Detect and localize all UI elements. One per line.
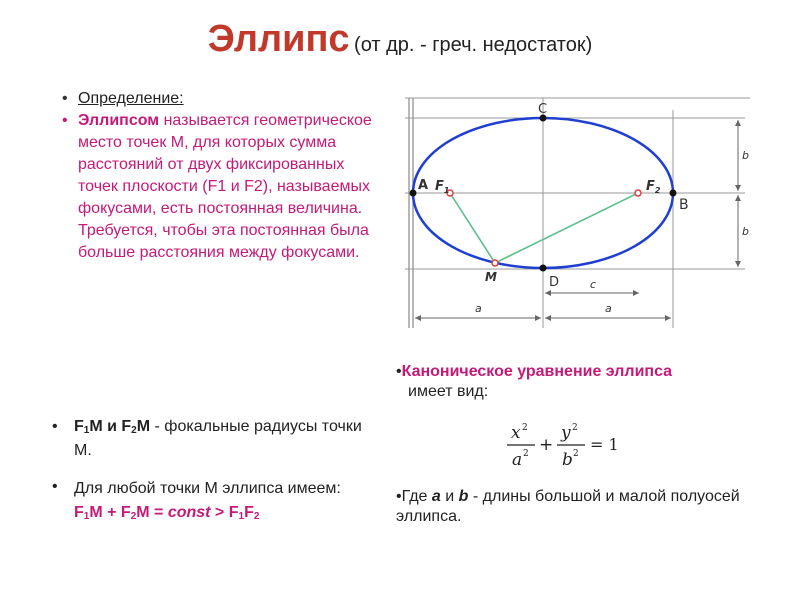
canonical-title: Каноническое уравнение эллипса — [401, 363, 673, 380]
note-b: b — [458, 488, 469, 505]
definition-keyword: Эллипсом — [78, 112, 160, 129]
label-c-distance: c — [590, 278, 597, 291]
any-point-item — [52, 476, 382, 526]
label-m: M — [485, 270, 497, 284]
point-m — [492, 260, 498, 266]
definition-text: называется геометрическое место точек М, для которых сумма расстояний от двух фиксированных точек плоскости (F1 и F2), называемых фокусами, есть постоянная величина. Требуется, чтобы эта постоянная была больше расстояния между фокусами. — [78, 112, 372, 261]
note-text: - длины большой и малой полуосей эллипса. — [396, 488, 740, 525]
ellipse-diagram — [405, 96, 750, 328]
formula-y: y — [561, 423, 571, 443]
focal-block — [52, 416, 382, 540]
any-point-text: • Для любой точки М эллипса имеем: — [74, 480, 341, 497]
label-a-left: a — [475, 302, 482, 315]
label-a: A — [418, 178, 429, 193]
formula-b: b — [562, 450, 573, 470]
definition-label: Определение: — [78, 90, 184, 107]
title-main: Эллипс — [207, 18, 350, 60]
focal-radius-f2m — [495, 193, 638, 263]
formula-plus: + — [539, 435, 554, 455]
focal-radii-text: - фокальные радиусы точки М. — [74, 418, 362, 459]
definition-text-row — [62, 110, 382, 264]
note-a: a — [431, 488, 441, 505]
definition-label-row — [62, 88, 382, 110]
vertex-a-point — [410, 190, 417, 197]
sum-equation: $F_1M + F_2M$ = const > $F_1F_2$ — [74, 504, 260, 522]
label-b-top: b — [742, 149, 749, 162]
label-c: C — [538, 102, 548, 117]
svg-text:2: 2 — [572, 423, 578, 433]
note-and: и — [445, 488, 455, 505]
canonical-formula — [505, 420, 625, 472]
vertex-d-point — [540, 265, 547, 272]
note-prefix: Где — [401, 488, 428, 505]
focal-radii-item: • $F_1M$ и $F_2M$ - фокальные радиусы точки М. — [52, 416, 382, 462]
formula-x: x — [511, 423, 521, 443]
svg-text:2: 2 — [522, 423, 528, 433]
canonical-rest: имеет вид: — [408, 383, 489, 400]
label-f2: $F_2$ — [646, 179, 661, 195]
label-a-right: a — [605, 302, 612, 315]
canonical-equation-intro: •Каноническое уравнение эллипса имеет вид: — [396, 362, 776, 402]
label-b-bottom: b — [742, 225, 749, 238]
focus-f2-point — [635, 190, 641, 196]
svg-text:2: 2 — [523, 449, 529, 459]
slide-title — [0, 18, 800, 61]
title-subtitle: (от др. - греч. недостаток) — [354, 34, 593, 56]
definition-block — [62, 88, 382, 264]
axes-note: •Где a и b - длины большой и малой полуосей эллипса. — [396, 488, 740, 525]
vertex-b-point — [670, 190, 677, 197]
focal-radius-f1m — [450, 193, 495, 263]
formula-a: a — [512, 450, 523, 470]
label-d: D — [549, 275, 560, 290]
formula-eq: = 1 — [590, 435, 619, 454]
label-f1: $F_1$ — [435, 179, 450, 195]
label-b-vertex: B — [679, 197, 689, 213]
svg-text:2: 2 — [573, 449, 579, 459]
